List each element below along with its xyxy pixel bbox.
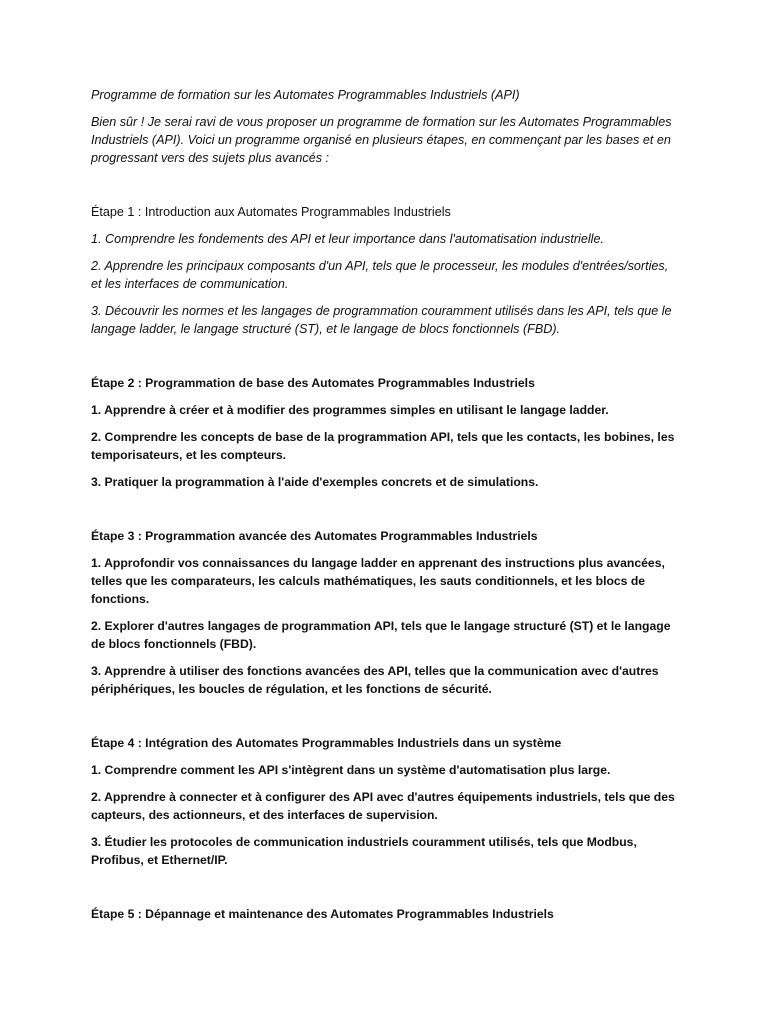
spacer [91,500,681,527]
step-3-title: Étape 3 : Programmation avancée des Automates Programmables Industriels [91,529,538,543]
step-2-section [91,374,681,491]
step-1-item-1: 1. Comprendre les fondements des API et leur importance dans l'automatisation industrielle. [91,232,604,246]
spacer [91,878,681,905]
step-1-title: Étape 1 : Introduction aux Automates Programmables Industriels [91,205,451,219]
step-4-title: Étape 4 : Intégration des Automates Programmables Industriels dans un système [91,736,562,750]
step-2-item-3: 3. Pratiquer la programmation à l'aide d'exemples concrets et de simulations. [91,475,539,489]
document-page [91,86,681,932]
step-4-item-1: 1. Comprendre comment les API s'intègrent dans un système d'automatisation plus large. [91,763,611,777]
step-1-item-2: 2. Apprendre les principaux composants d'un API, tels que le processeur, les modules d'entrées/sorties, et les interfaces de communication. [91,259,669,291]
step-3-item-3: 3. Apprendre à utiliser des fonctions avancées des API, telles que la communication avec d'autres périphériques, les boucles de régulation, et les fonctions de sécurité. [91,664,659,696]
step-3-item-2: 2. Explorer d'autres langages de programmation API, tels que le langage structuré (ST) et le langage de blocs fonctionnels (FBD). [91,619,671,651]
step-3-item-1: 1. Approfondir vos connaissances du langage ladder en apprenant des instructions plus avancées, telles que les comparateurs, les calculs mathématiques, les sauts conditionnels, et les blocs de fonctions. [91,556,665,606]
step-5-section [91,905,681,923]
spacer [91,167,681,203]
step-4-item-3: 3. Étudier les protocoles de communication industriels couramment utilisés, tels que Modbus, Profibus, et Ethernet/IP. [91,835,637,867]
step-4-item-2: 2. Apprendre à connecter et à configurer des API avec d'autres équipements industriels, tels que des capteurs, des actionneurs, et des interfaces de supervision. [91,790,675,822]
document-title: Programme de formation sur les Automates Programmables Industriels (API) [91,88,520,102]
step-2-title: Étape 2 : Programmation de base des Automates Programmables Industriels [91,376,535,390]
step-2-item-1: 1. Apprendre à créer et à modifier des programmes simples en utilisant le langage ladder. [91,403,609,417]
step-3-section [91,527,681,698]
intro-paragraph: Bien sûr ! Je serai ravi de vous proposer un programme de formation sur les Automates Programmables Industriels (API). Voici un programme organisé en plusieurs étapes, en commençant par les bases et en progressant vers des sujets plus avancés : [91,115,672,165]
step-5-title: Étape 5 : Dépannage et maintenance des Automates Programmables Industriels [91,907,554,921]
spacer [91,347,681,374]
step-4-section [91,734,681,869]
step-2-item-2: 2. Comprendre les concepts de base de la programmation API, tels que les contacts, les bobines, les temporisateurs, et les compteurs. [91,430,675,462]
spacer [91,707,681,734]
step-1-item-3: 3. Découvrir les normes et les langages de programmation couramment utilisés dans les API, tels que le langage ladder, le langage structuré (ST), et le langage de blocs fonctionnels (FBD). [91,304,672,336]
step-1-section [91,203,681,338]
